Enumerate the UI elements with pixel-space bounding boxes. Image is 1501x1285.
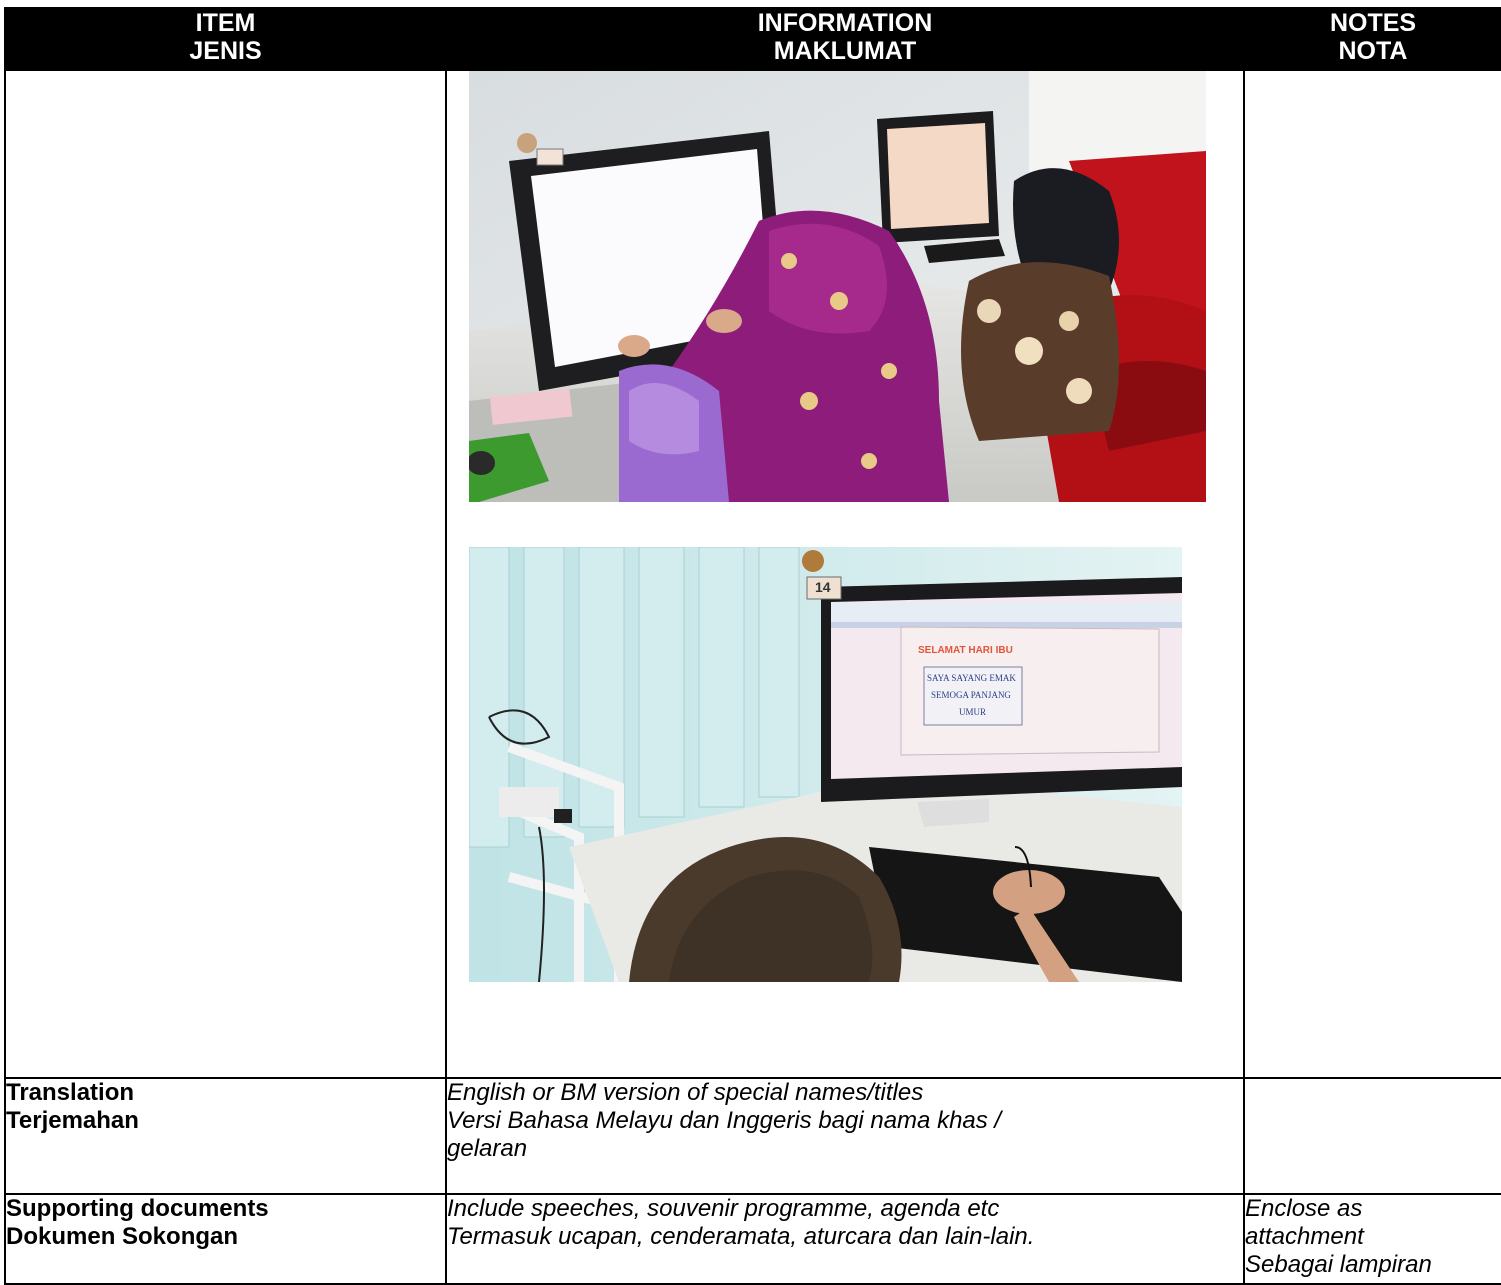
photo-screen-line-1: SAYA SAYANG EMAK (927, 673, 1016, 683)
photo-row-item-cell (5, 70, 446, 1078)
info-supporting-line-1: Include speeches, souvenir programme, agenda etc (447, 1195, 1000, 1222)
info-supporting-line-2: Termasuk ucapan, cenderamata, aturcara dan lain-lain. (447, 1223, 1035, 1250)
info-translation-line-1: English or BM version of special names/titles (447, 1079, 924, 1106)
table-row-supporting-documents (5, 1194, 1501, 1284)
item-translation (5, 1078, 446, 1194)
notes-translation (1244, 1078, 1501, 1194)
item-supporting-documents (5, 1194, 446, 1284)
photo-row-notes-cell (1244, 70, 1501, 1078)
photo-screen-line-2: SEMOGA PANJANG (931, 690, 1011, 700)
header-information (446, 8, 1244, 70)
document-table (4, 7, 1501, 1285)
info-translation-line-2: Versi Bahasa Melayu dan Inggeris bagi nama khas / (447, 1107, 1002, 1134)
table-header-row (5, 8, 1501, 70)
header-item (5, 8, 446, 70)
table-row-translation (5, 1078, 1501, 1194)
photo-row-information-cell (446, 70, 1244, 1078)
item-translation-en: Translation (6, 1079, 135, 1106)
photo-row (5, 70, 1501, 1078)
notes-supporting-line-2: attachment (1245, 1223, 1364, 1250)
photo-screen-title: SELAMAT HARI IBU (918, 645, 1013, 656)
photo-sticker-number: 14 (815, 579, 831, 595)
photo-computer-class (469, 71, 1206, 502)
header-notes-bm: NOTA (1338, 37, 1408, 65)
header-item-en: ITEM (195, 9, 256, 37)
photo-screen-line-3: UMUR (959, 707, 987, 717)
item-supporting-bm: Dokumen Sokongan (6, 1223, 239, 1250)
header-notes (1244, 8, 1501, 70)
header-notes-en: NOTES (1329, 9, 1417, 37)
info-translation-line-3: gelaran (447, 1135, 528, 1162)
notes-supporting-line-3: Sebagai lampiran (1245, 1251, 1432, 1278)
photo-monitor-slide (469, 547, 1182, 982)
notes-supporting-line-1: Enclose as (1245, 1195, 1363, 1222)
item-supporting-en: Supporting documents (6, 1195, 269, 1222)
header-information-en: INFORMATION (757, 9, 933, 37)
header-item-bm: JENIS (189, 37, 262, 65)
notes-supporting-documents (1244, 1194, 1501, 1284)
header-information-bm: MAKLUMAT (773, 37, 917, 65)
info-supporting-documents (446, 1194, 1244, 1284)
item-translation-bm: Terjemahan (6, 1107, 139, 1134)
info-translation (446, 1078, 1244, 1194)
